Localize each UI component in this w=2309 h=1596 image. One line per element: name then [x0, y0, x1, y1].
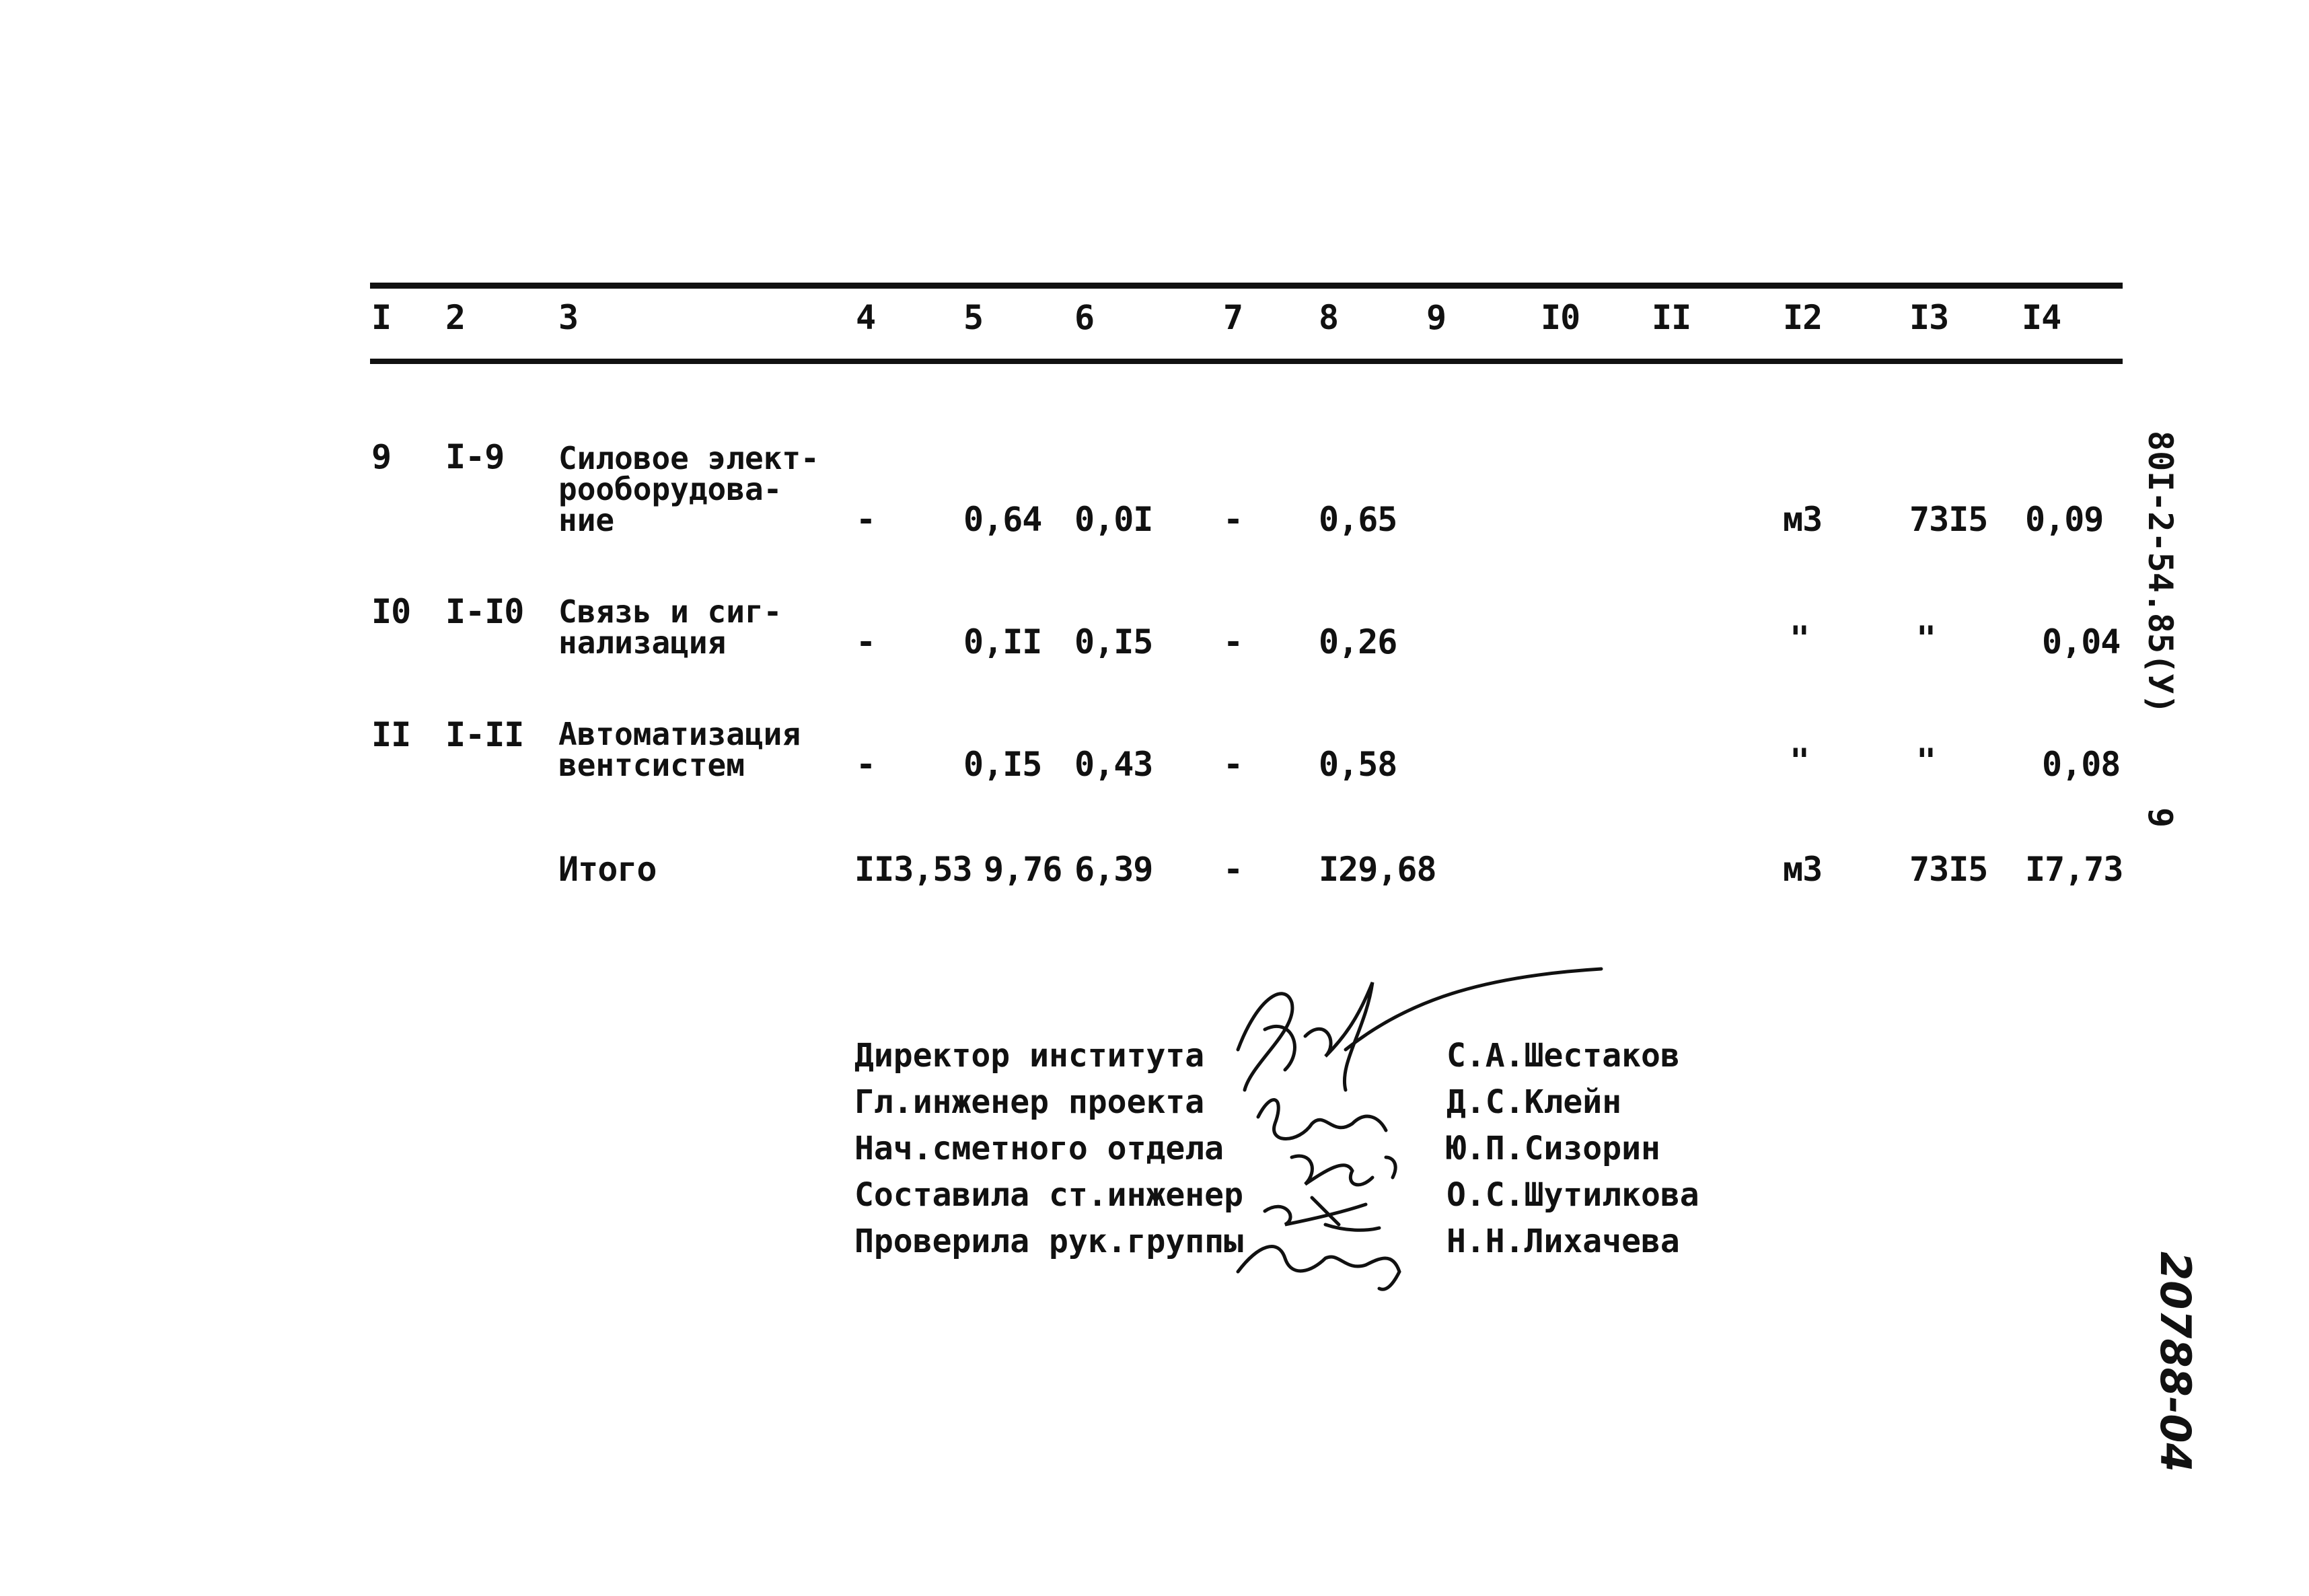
row-cell-12: м3: [1783, 500, 1823, 539]
header-col-1: I: [371, 298, 392, 337]
row-cell-7: -: [1223, 745, 1243, 784]
header-col-12: I2: [1783, 298, 1823, 337]
name-chief-engineer: Д.С.Клейн: [1446, 1083, 1622, 1121]
header-col-11: II: [1652, 298, 1691, 337]
page-number: 9: [2141, 807, 2180, 828]
name-compiler: О.С.Шутилкова: [1446, 1176, 1699, 1214]
row-cell-6: 0,I5: [1074, 622, 1153, 661]
total-label: Итого: [558, 850, 657, 889]
header-col-7: 7: [1223, 298, 1243, 337]
total-cell-12: м3: [1783, 850, 1823, 889]
header-col-13: I3: [1909, 298, 1949, 337]
header-col-2: 2: [445, 298, 466, 337]
row-cell-14: 0,09: [2025, 500, 2104, 539]
row-cell-12: ": [1790, 619, 1810, 658]
row-cell-8: 0,26: [1319, 622, 1397, 661]
row-cell-8: 0,65: [1319, 500, 1397, 539]
role-compiler: Составила ст.инженер: [854, 1176, 1243, 1214]
document-code: 80I-2-54.85(У): [2141, 431, 2180, 715]
signature-roles: [854, 1033, 1243, 1265]
header-col-10: I0: [1541, 298, 1580, 337]
row-cell-5: 0,64: [963, 500, 1042, 539]
role-director: Директор института: [854, 1037, 1205, 1075]
row-cell-14: 0,08: [2042, 745, 2121, 784]
name-director: С.А.Шестаков: [1446, 1037, 1680, 1075]
table-top-rule: [370, 283, 2123, 289]
row-number: 9: [371, 437, 392, 476]
row-cell-4: -: [856, 745, 876, 784]
row-cell-4: -: [856, 622, 876, 661]
row-cell-4: -: [856, 500, 876, 539]
name-estimate-head: Ю.П.Сизорин: [1446, 1130, 1660, 1167]
row-cell-13: 73I5: [1909, 500, 1988, 539]
row-code: I-I0: [445, 592, 524, 631]
total-cell-13: 73I5: [1909, 850, 1988, 889]
role-estimate-head: Нач.сметного отдела: [854, 1130, 1224, 1167]
total-cell-7: -: [1223, 850, 1243, 889]
header-col-6: 6: [1074, 298, 1095, 337]
role-checker: Проверила рук.группы: [854, 1223, 1243, 1260]
row-code: I-9: [445, 437, 505, 476]
handwritten-signatures: [1211, 955, 1642, 1292]
table-header-rule: [370, 359, 2123, 364]
header-col-8: 8: [1319, 298, 1339, 337]
header-col-14: I4: [2022, 298, 2061, 337]
name-checker: Н.Н.Лихачева: [1446, 1223, 1680, 1260]
row-cell-13: ": [1916, 741, 1936, 781]
row-cell-5: 0,II: [963, 622, 1042, 661]
row-cell-5: 0,I5: [963, 745, 1042, 784]
row-number: I0: [371, 592, 411, 631]
header-col-4: 4: [856, 298, 876, 337]
role-chief-engineer: Гл.инженер проекта: [854, 1083, 1205, 1121]
row-code: I-II: [445, 715, 524, 754]
header-col-5: 5: [963, 298, 984, 337]
row-cell-8: 0,58: [1319, 745, 1397, 784]
total-cell-5: 9,76: [984, 850, 1062, 889]
row-cell-7: -: [1223, 622, 1243, 661]
row-name: Связь и сиг- нализация: [558, 593, 782, 661]
row-number: II: [371, 715, 411, 754]
row-name: Силовое элект- рооборудова- ние: [558, 440, 819, 538]
inventory-number: 20788-04: [2151, 1252, 2200, 1472]
row-cell-14: 0,04: [2042, 622, 2121, 661]
row-name: Автоматизация вентсистем: [558, 716, 801, 783]
row-cell-13: ": [1916, 619, 1936, 658]
row-cell-12: ": [1790, 741, 1810, 781]
row-cell-7: -: [1223, 500, 1243, 539]
total-cell-6: 6,39: [1074, 850, 1153, 889]
header-col-3: 3: [558, 298, 579, 337]
row-cell-6: 0,43: [1074, 745, 1153, 784]
header-col-9: 9: [1426, 298, 1446, 337]
total-cell-4: II3,53: [854, 850, 972, 889]
total-cell-14: I7,73: [2025, 850, 2123, 889]
total-cell-8: I29,68: [1319, 850, 1436, 889]
row-cell-6: 0,0I: [1074, 500, 1153, 539]
